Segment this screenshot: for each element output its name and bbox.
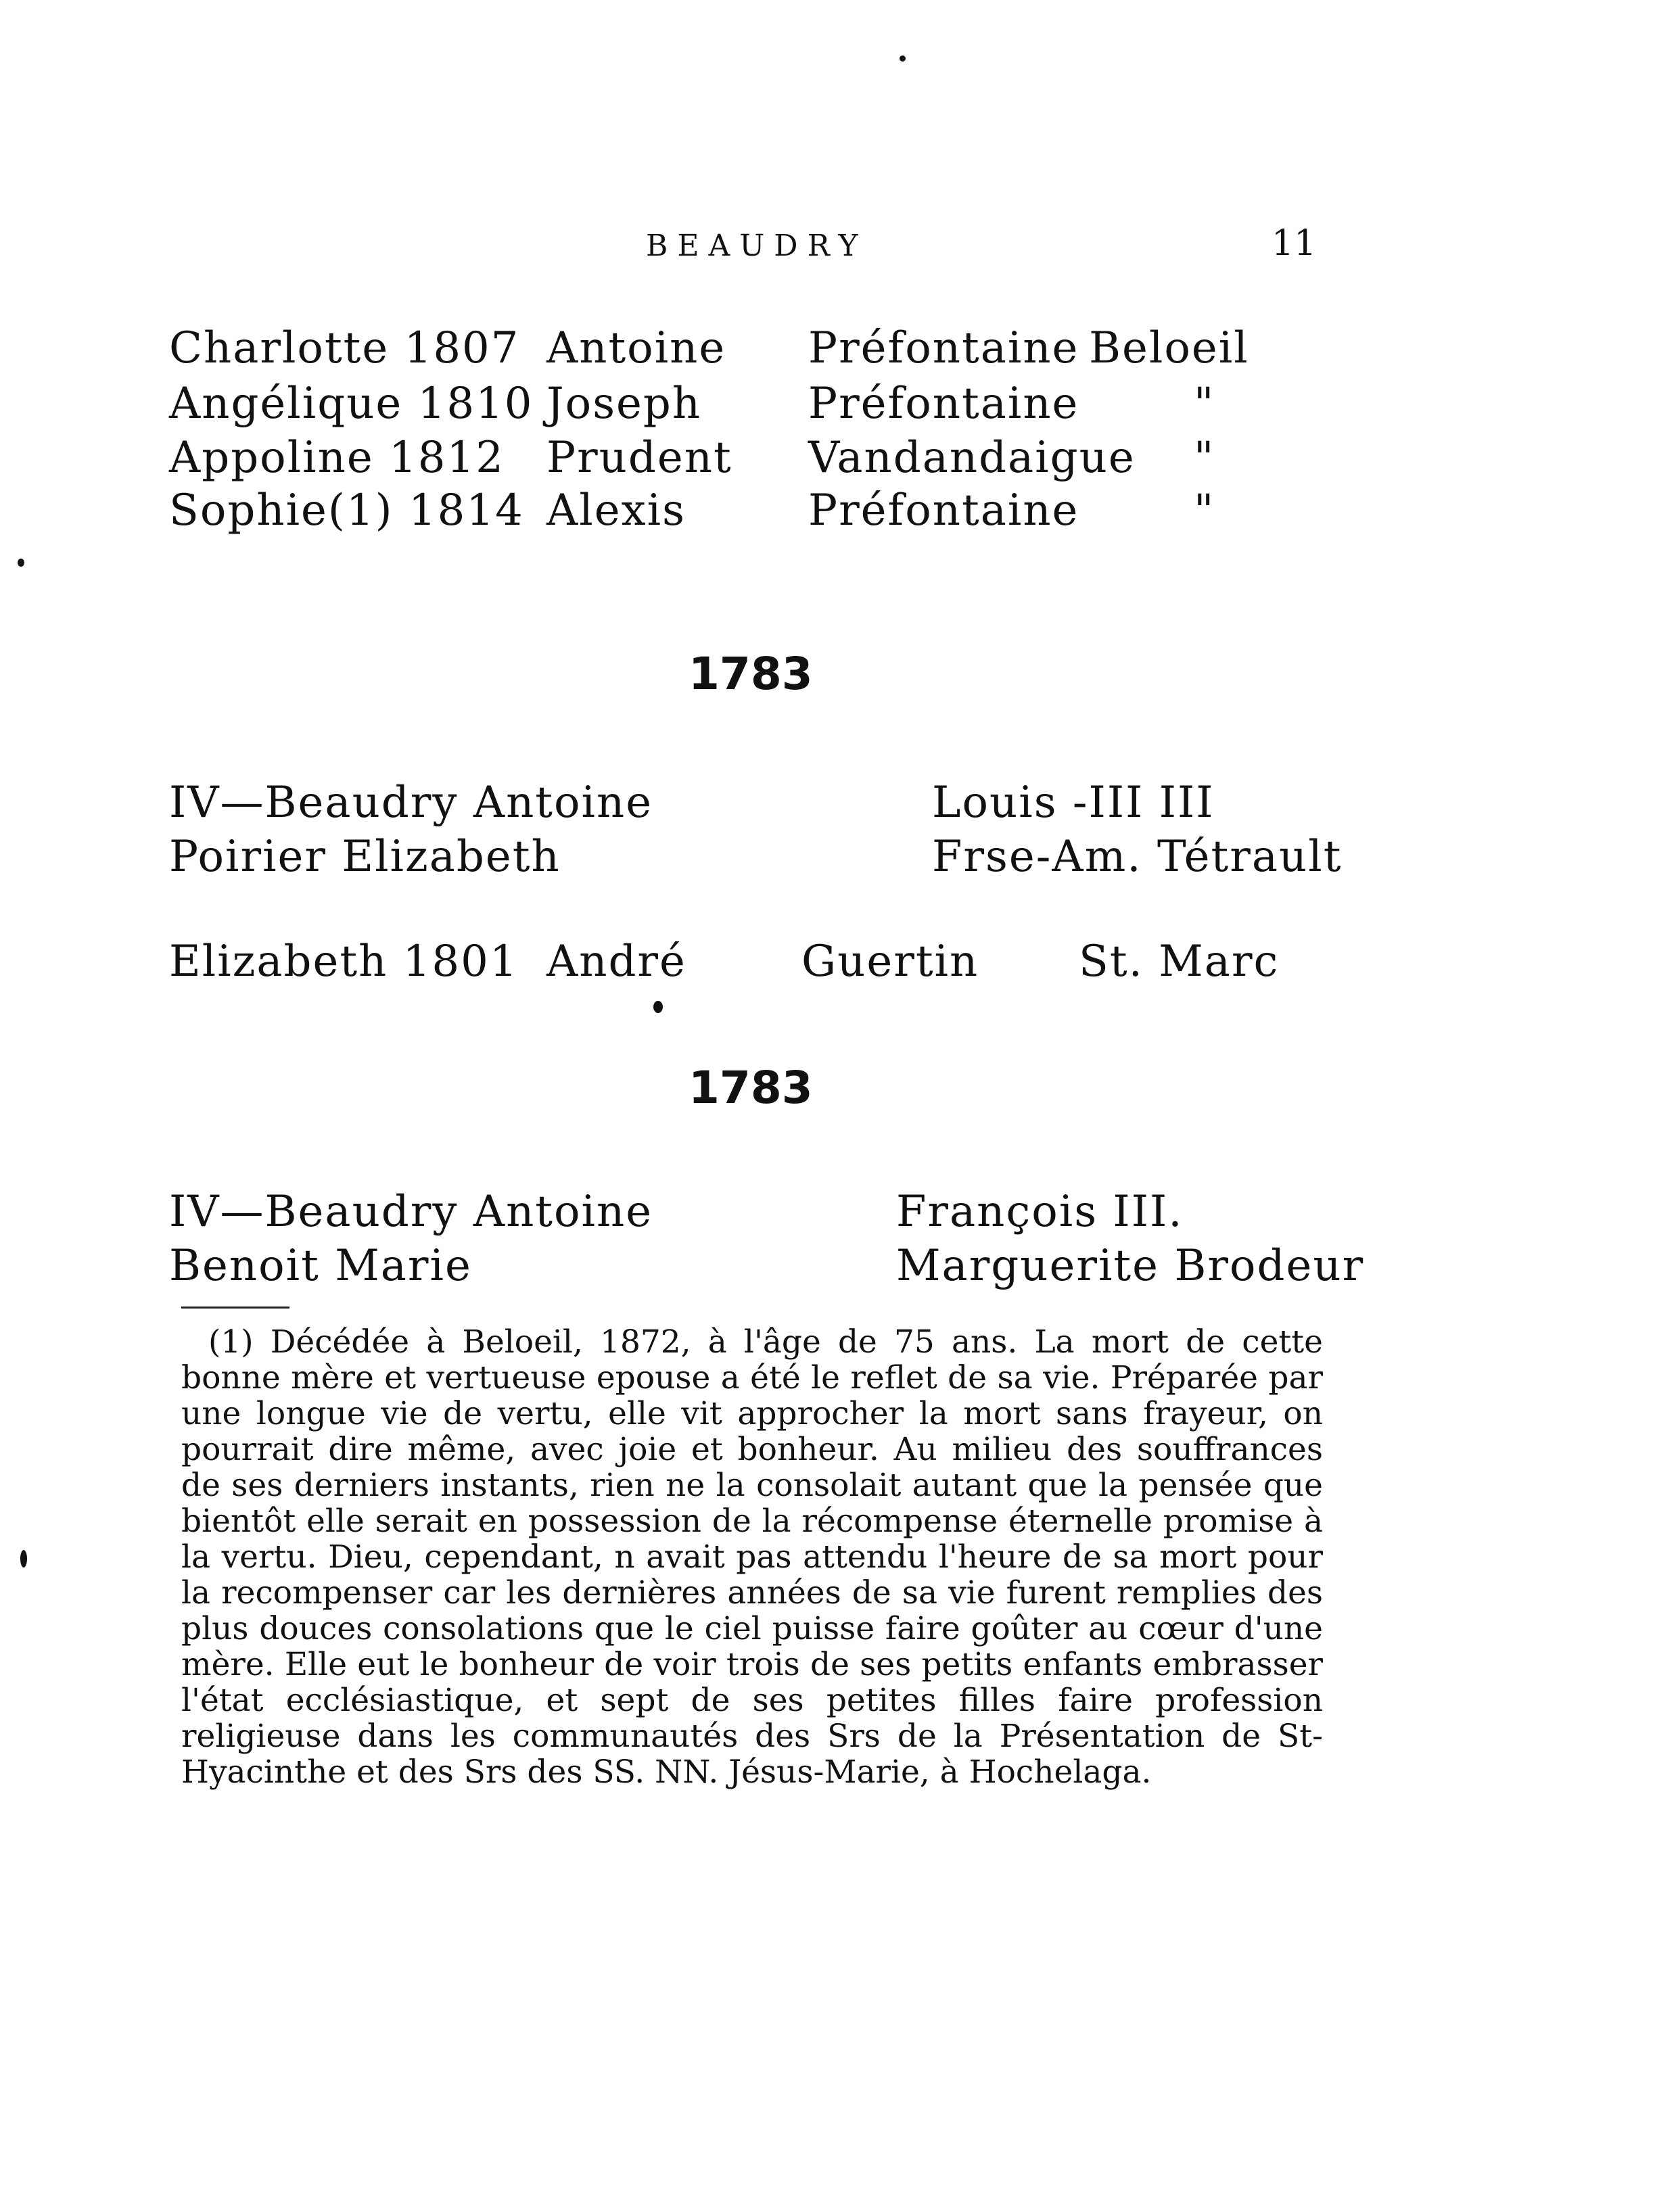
spouse-last-name: Guertin xyxy=(801,937,979,987)
wife-name: Benoit Marie xyxy=(169,1241,472,1291)
child-name: Appoline 1812 xyxy=(169,433,505,483)
spouse-first-name: Prudent xyxy=(546,433,732,483)
marriage-place: " xyxy=(1194,379,1215,429)
scan-speck xyxy=(653,1001,663,1013)
marriage-place: St. Marc xyxy=(1079,937,1280,987)
footnote-text: (1) Décédée à Beloeil, 1872, à l'âge de 75 ans. La mort de cette bonne mère et vertueuse epouse a été le reflet de sa vie. Préparée par une longue vie de vertu, elle vit approcher la mort sans frayeur, on pourrait dire même, avec joie et bonheur. Au milieu des souffrances de ses derniers instants, rien ne la consolait autant que la pensée que bientôt elle serait en possession de la récompense éternelle promise à la vertu. Dieu, cependant, n avait pas attendu l'heure de sa mort pour la recompenser car les dernières années de sa vie furent remplies des plus douces consolations que le ciel puisse faire goûter au cœur d'une mère. Elle eut le bonheur de voir trois de ses petits enfants embrasser l'état ecclésiastique, et sept de ses petites filles faire profession religieuse dans les communautés des Srs de la Présentation de St-Hyacinthe et des Srs des SS. NN. Jésus-Marie, à Hochelaga. xyxy=(181,1323,1323,1791)
running-title: BEAUDRY xyxy=(646,229,868,263)
scan-speck xyxy=(900,55,906,62)
child-name: Elizabeth 1801 xyxy=(169,937,519,987)
spouse-first-name: Antoine xyxy=(546,323,726,373)
wife-name: Poirier Elizabeth xyxy=(169,832,561,882)
marriage-year: 1783 xyxy=(689,648,813,700)
spouse-last-name: Préfontaine xyxy=(808,379,1079,429)
scan-speck xyxy=(18,559,24,567)
husband-parents: François III. xyxy=(896,1187,1184,1237)
child-name: Sophie(1) 1814 xyxy=(169,486,524,536)
wife-parents: Marguerite Brodeur xyxy=(896,1241,1365,1291)
spouse-first-name: André xyxy=(546,937,686,987)
marriage-year: 1783 xyxy=(689,1062,813,1114)
husband-parents: Louis -III III xyxy=(932,778,1215,828)
spouse-last-name: Préfontaine xyxy=(808,323,1079,373)
marriage-place: " xyxy=(1194,433,1215,483)
child-name: Charlotte 1807 xyxy=(169,323,520,373)
spouse-last-name: Vandandaigue xyxy=(808,433,1136,483)
footnote-rule xyxy=(181,1307,289,1309)
husband-name: IV—Beaudry Antoine xyxy=(169,778,653,828)
page-number: 11 xyxy=(1272,223,1317,264)
scan-speck xyxy=(20,1550,27,1568)
marriage-place: Beloeil xyxy=(1089,323,1249,373)
marriage-place: " xyxy=(1194,486,1215,536)
child-name: Angélique 1810 xyxy=(169,379,534,429)
spouse-first-name: Joseph xyxy=(546,379,702,429)
husband-name: IV—Beaudry Antoine xyxy=(169,1187,653,1237)
spouse-last-name: Préfontaine xyxy=(808,486,1079,536)
wife-parents: Frse-Am. Tétrault xyxy=(932,832,1343,882)
spouse-first-name: Alexis xyxy=(546,486,686,536)
